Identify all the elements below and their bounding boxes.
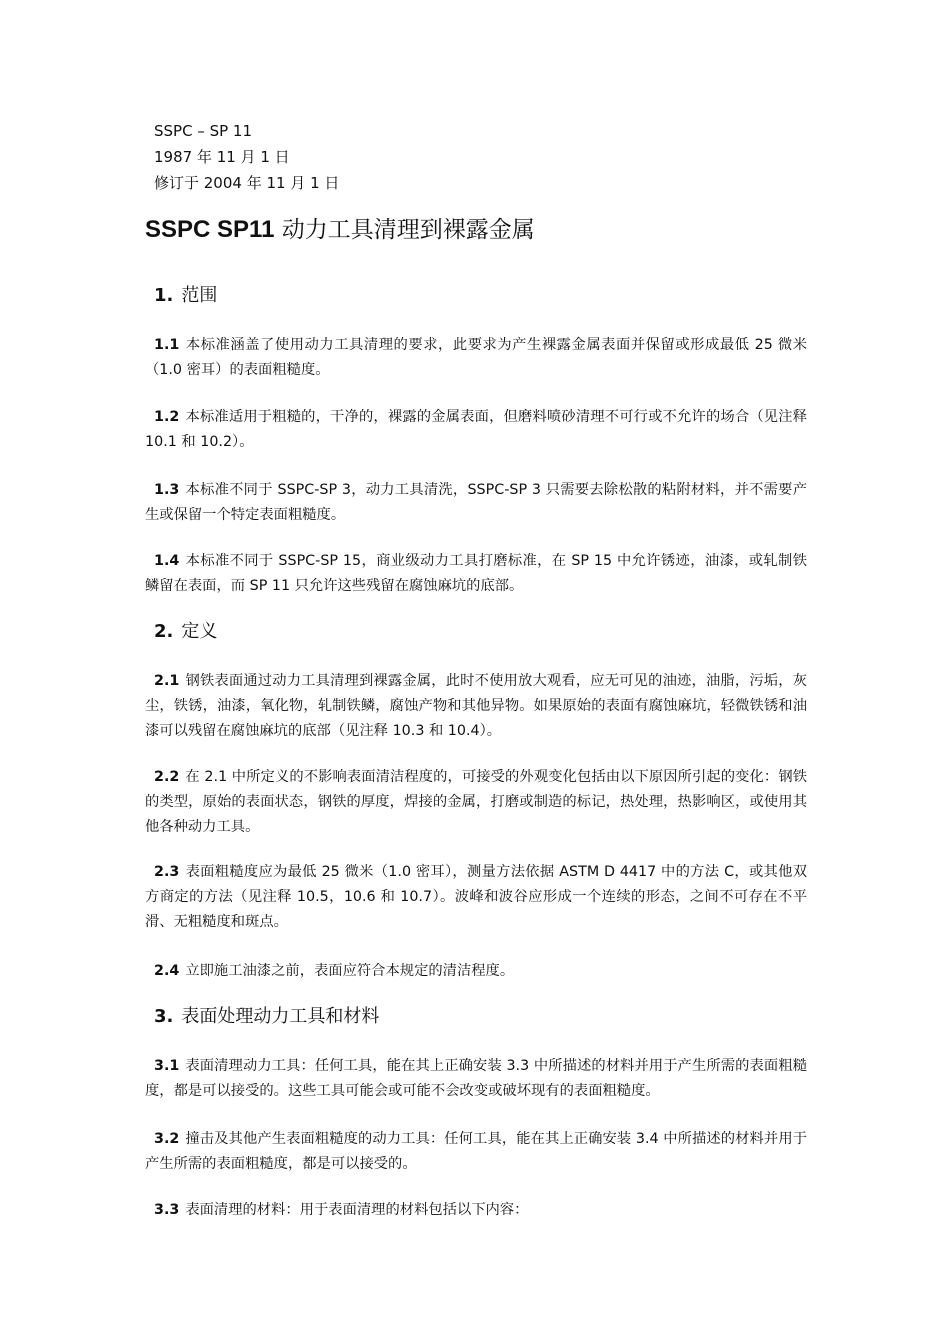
document-title: [145, 214, 535, 246]
paragraph-1-1: 1.1 本标准涵盖了使用动力工具清理的要求，此要求为产生裸露金属表面并保留或形成最低 25 微米（1.0 密耳）的表面粗糙度。: [145, 337, 807, 378]
paragraph-2-2: 2.2 在 2.1 中所定义的不影响表面清洁程度的，可接受的外观变化包括由以下原因所引起的变化：钢铁的类型，原始的表面状态，钢铁的厚度，焊接的金属，打磨或制造的标记，热处理，热影响区，或使用其他各种动力工具。: [145, 769, 807, 835]
standard-code: SSPC – SP 11: [154, 122, 253, 140]
issue-date: 1987 年 11 月 1 日: [154, 148, 290, 166]
title-code: SSPC SP11: [145, 216, 275, 243]
paragraph-3-1: 3.1 表面清理动力工具：任何工具，能在其上正确安装 3.3 中所描述的材料并用于产生所需的表面粗糙度，都是可以接受的。这些工具可能会或可能不会改变或破坏现有的表面粗糙度。: [145, 1058, 807, 1099]
paragraph-2-1: 2.1 钢铁表面通过动力工具清理到裸露金属，此时不使用放大观看，应无可见的油迹，油脂，污垢，灰尘，铁锈，油漆，氧化物，轧制铁鳞，腐蚀产物和其他异物。如果原始的表面有腐蚀麻坑，轻微铁锈和油漆可以残留在腐蚀麻坑的底部（见注释 10.3 和 10.4）。: [145, 673, 807, 739]
revision-date: 修订于 2004 年 11 月 1 日: [154, 174, 340, 192]
paragraph-2-4: 2.4 立即施工油漆之前，表面应符合本规定的清洁程度。: [154, 963, 515, 979]
section-heading-scope: 1. 范围: [154, 285, 218, 306]
paragraph-1-2: 1.2 本标准适用于粗糙的，干净的，裸露的金属表面，但磨料喷砂清理不可行或不允许的场合（见注释 10.1 和 10.2）。: [145, 409, 807, 450]
paragraph-1-3: 1.3 本标准不同于 SSPC-SP 3，动力工具清洗，SSPC-SP 3 只需要去除松散的粘附材料，并不需要产生或保留一个特定表面粗糙度。: [145, 482, 807, 523]
paragraph-3-3: 3.3 表面清理的材料：用于表面清理的材料包括以下内容：: [154, 1202, 529, 1218]
document-meta: [154, 118, 339, 196]
paragraph-1-4: 1.4 本标准不同于 SSPC-SP 15，商业级动力工具打磨标准，在 SP 15 中允许锈迹，油漆，或轧制铁鳞留在表面，而 SP 11 只允许这些残留在腐蚀麻坑的底部。: [145, 553, 807, 594]
paragraph-3-2: 3.2 撞击及其他产生表面粗糙度的动力工具：任何工具，能在其上正确安装 3.4 中所描述的材料并用于产生所需的表面粗糙度，都是可以接受的。: [145, 1131, 807, 1172]
paragraph-2-3: 2.3 表面粗糙度应为最低 25 微米（1.0 密耳），测量方法依据 ASTM D 4417 中的方法 C，或其他双方商定的方法（见注释 10.5，10.6 和 10.7）。波峰和波谷应形成一个连续的形态，之间不可存在不平滑、无粗糙度和斑点。: [145, 864, 807, 930]
section-heading-definitions: 2. 定义: [154, 621, 218, 642]
title-text: 动力工具清理到裸露金属: [281, 217, 535, 243]
section-heading-tools-materials: 3. 表面处理动力工具和材料: [154, 1006, 380, 1027]
